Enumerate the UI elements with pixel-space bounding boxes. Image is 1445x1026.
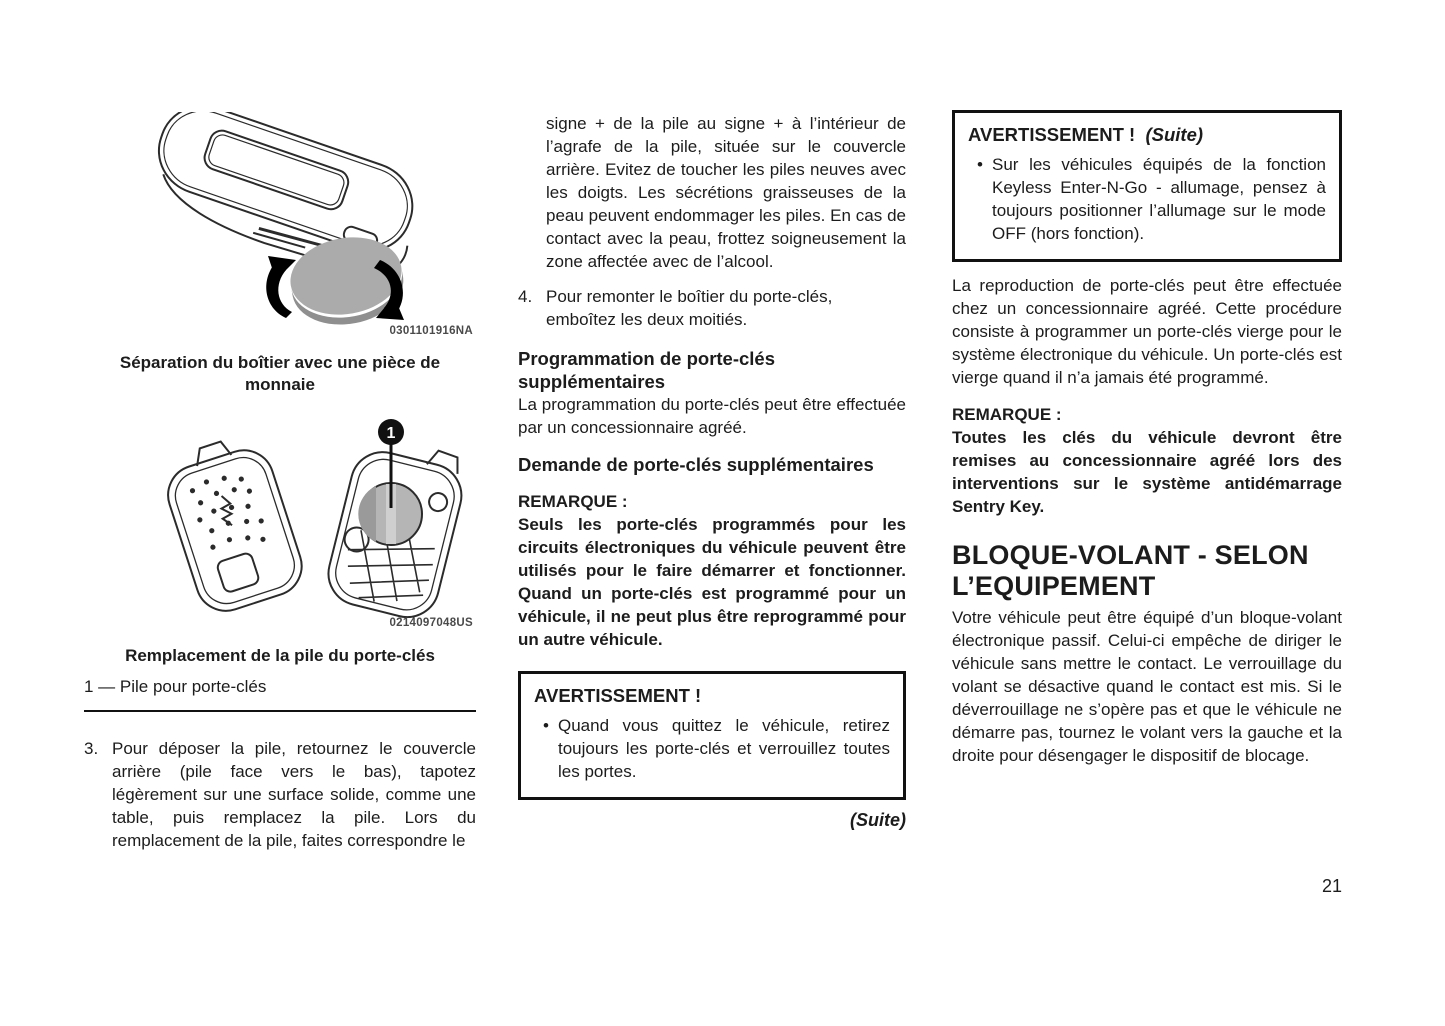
callout-number-text: 1 (386, 425, 396, 442)
right-column (952, 110, 1342, 767)
remarque-text: Toutes les clés du véhicule devront être remises au concessionnaire agréé lors des interventions sur le système antidémarrage Sentry Key. (952, 428, 1342, 516)
section-heading-bloque-volant: BLOQUE-VOLANT - SELON L’EQUIPEMENT (952, 540, 1309, 601)
warning-title-text: AVERTISSEMENT ! (968, 124, 1136, 145)
bloque-volant-paragraph: Votre véhicule peut être équipé d’un bloque-volant électronique passif. Celui-ci empêche de diriger le véhicule sans mettre le contact. Le verrouillage du volant se désactive quand le contact est mis. Si le déverrouillage ne s’opère pas et que le véhicule ne démarre pas, tournez le volant vers la gauche et la droite pour désengager le dispositif de blocage. (952, 608, 1342, 765)
list-item-3-text: Pour déposer la pile, retournez le couvercle arrière (pile face vers le bas), tapotez légèrement sur une surface solide, comme une table, puis remplacez la pile. Lors du remplacement de la pile, faites correspondre le (112, 739, 476, 850)
list-item-3 (84, 737, 476, 852)
figure-key-fob-battery (148, 418, 483, 618)
bullet-dot: • (977, 155, 983, 174)
warning-suite-text: (Suite) (1145, 124, 1204, 145)
programmation-paragraph: La programmation du porte-clés peut être effectuée par un concessionnaire agréé. (518, 395, 906, 437)
figure-key-fob-coin (118, 112, 478, 330)
warning-box-keyless (952, 110, 1342, 262)
middle-column (518, 112, 906, 831)
reproduction-paragraph: La reproduction de porte-clés peut être effectuée chez un concessionnaire agréé. Cette procédure consiste à programmer un porte-clés vierge pour le système électronique du véhicule. Un porte-clés est vierge quand il n’a jamais été programmé. (952, 276, 1342, 387)
remarque-text: Seuls les porte-clés programmés pour les circuits électroniques du véhicule peuvent être utilisés pour le faire démarrer et fonctionner. Quand un porte-clés est programmé pour un véhicule, il ne peut plus être reprogrammé pour un autre véhicule. (518, 515, 906, 649)
warning-title: AVERTISSEMENT ! (534, 685, 702, 706)
key-fob-battery-illustration (148, 418, 483, 618)
figure-coin-code: 0301101916NA (389, 325, 473, 337)
list-item-4 (518, 285, 906, 331)
warning-bullet-item (534, 714, 890, 783)
key-fob-coin-illustration (118, 112, 478, 330)
warning-suite-title (968, 123, 1326, 147)
suite-label: (Suite) (850, 810, 906, 830)
heading-demande: Demande de porte-clés supplémentaires (518, 454, 874, 475)
figure-battery-legend: 1 — Pile pour porte-clés (84, 676, 476, 712)
list-item-3-number: 3. (84, 739, 99, 758)
battery-sign-paragraph: signe + de la pile au signe + à l’intérieur de l’agrafe de la pile, située sur le couvercle arrière. Evitez de toucher les piles neuves avec les doigts. Les sécrétions graisseuses de la peau peuvent endommager les piles. En cas de contact avec la peau, frottez soigneusement la zone affectée avec de l’alcool. (546, 114, 906, 271)
remarque-label: REMARQUE : (518, 492, 628, 511)
warning-bullet-text: Sur les véhicules équipés de la fonction Keyless Enter-N-Go - allumage, pensez à toujours positionner l’allumage sur le mode OFF (hors fonction). (992, 155, 1326, 243)
warning-bullet-text: Quand vous quittez le véhicule, retirez toujours les porte-clés et verrouillez toutes les portes. (558, 716, 890, 781)
warning-bullet-item (968, 153, 1326, 245)
pcb-dots (186, 466, 270, 559)
bullet-dot: • (543, 716, 549, 735)
remarque-label: REMARQUE : (952, 405, 1062, 424)
heading-programmation: Programmation de porte-clés supplémentaires (518, 348, 776, 392)
warning-box-quit-vehicle (518, 671, 906, 800)
figure-battery-code: 0214097048US (389, 617, 473, 629)
page-number: 21 (1321, 876, 1342, 896)
list-item-4-text: Pour remonter le boîtier du porte-clés, emboîtez les deux moitiés. (546, 287, 833, 329)
figure-coin-caption: Séparation du boîtier avec une pièce de monnaie (119, 353, 441, 394)
list-item-4-number: 4. (518, 287, 533, 306)
figure-battery-caption: Remplacement de la pile du porte-clés (125, 646, 435, 665)
